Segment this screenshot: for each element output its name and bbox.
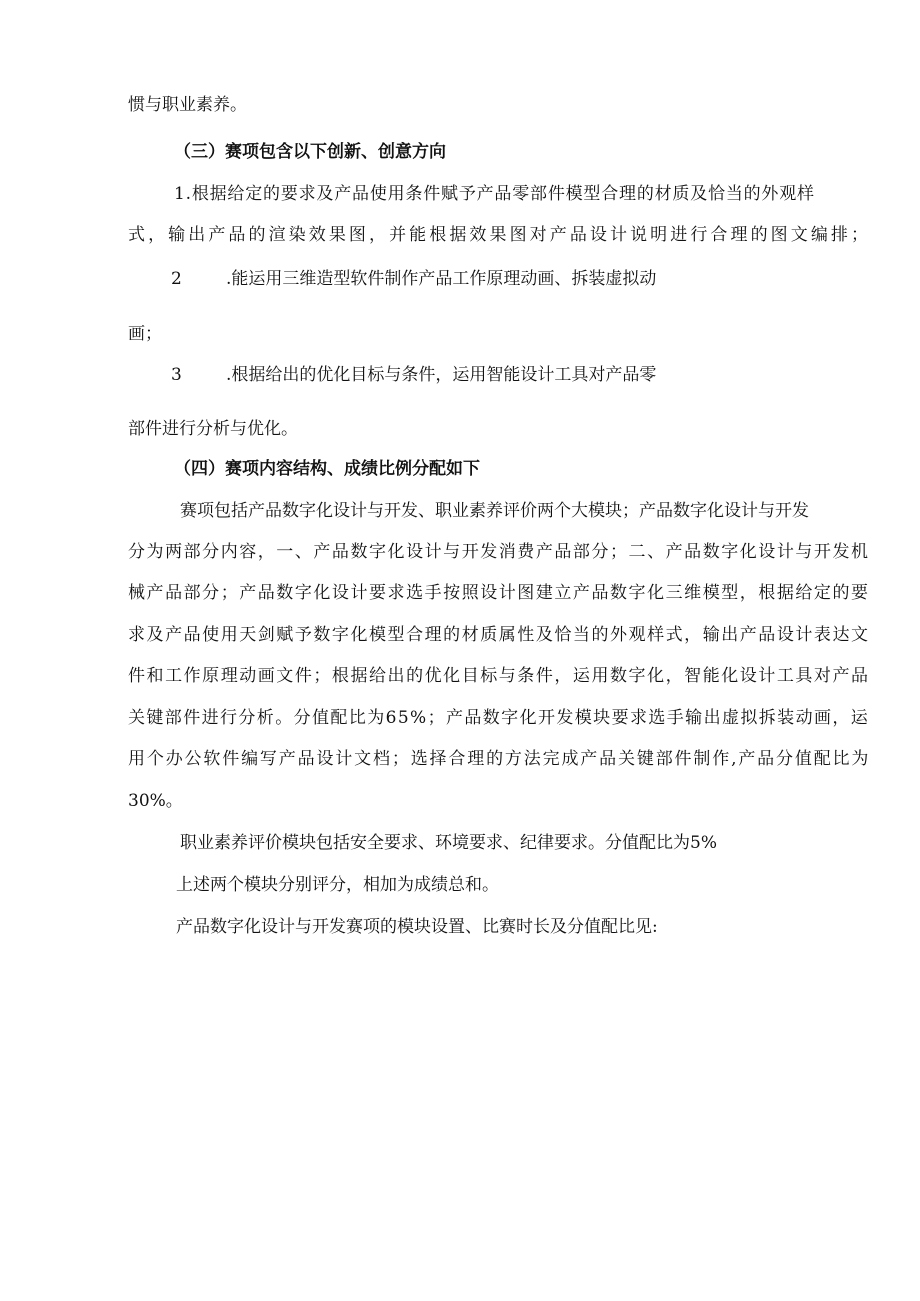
- text-line: 上述两个模块分别评分，相加为成绩总和。: [176, 875, 499, 895]
- text-line: 式，输出产品的渲染效果图，并能根据效果图对产品设计说明进行合理的图文编排；: [128, 225, 872, 245]
- text-line: 求及产品使用天剑赋予数字化模型合理的材质属性及恰当的外观样式，输出产品设计表达文: [128, 625, 870, 645]
- text-line: 分为两部分内容，一、产品数字化设计与开发消费产品部分；二、产品数字化设计与开发机: [128, 542, 870, 562]
- text-line: 惯与职业素养。: [128, 95, 247, 115]
- section-heading-4: （四）赛项内容结构、成绩比例分配如下: [174, 459, 480, 479]
- text-line: 赛项包括产品数字化设计与开发、职业素养评价两个大模块；产品数字化设计与开发: [180, 501, 809, 521]
- text-line: 1.根据给定的要求及产品使用条件赋予产品零部件模型合理的材质及恰当的外观样: [174, 184, 815, 204]
- list-number: 3: [171, 365, 182, 385]
- text-line: .能运用三维造型软件制作产品工作原理动画、拆装虚拟动: [226, 269, 657, 289]
- text-line: 30%。: [128, 791, 183, 811]
- text-line: 用个办公软件编写产品设计文档；选择合理的方法完成产品关键部件制作,产品分值配比为: [128, 749, 871, 769]
- text-line: 职业素养评价模块包括安全要求、环境要求、纪律要求。分值配比为5%: [180, 833, 717, 853]
- text-line: 械产品部分；产品数字化设计要求选手按照设计图建立产品数字化三维模型，根据给定的要: [128, 583, 870, 603]
- text-line: 关键部件进行分析。分值配比为65%；产品数字化开发模块要求选手输出虚拟拆装动画，运: [128, 708, 870, 728]
- section-heading-3: （三）赛项包含以下创新、创意方向: [174, 142, 446, 162]
- list-number: 2: [171, 269, 182, 289]
- text-line: 部件进行分析与优化。: [128, 419, 298, 439]
- text-line: .根据给出的优化目标与条件，运用智能设计工具对产品零: [226, 365, 657, 385]
- text-line: 产品数字化设计与开发赛项的模块设置、比赛时长及分值配比见:: [176, 917, 658, 937]
- text-line: 画；: [128, 324, 162, 344]
- text-line: 件和工作原理动画文件；根据给出的优化目标与条件，运用数字化，智能化设计工具对产品: [128, 666, 870, 686]
